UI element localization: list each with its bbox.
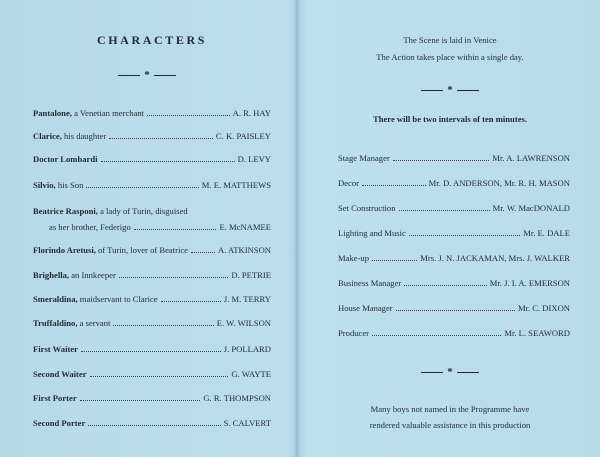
- cast-row: [33, 318, 271, 329]
- scene-timing: The Action takes place within a single day.: [376, 52, 524, 62]
- right-page: [300, 0, 600, 457]
- cast-role: Silvio,: [33, 180, 56, 190]
- crew-row: [338, 253, 570, 264]
- cast-role-desc: of Turin, lover of Beatrice: [95, 245, 189, 255]
- cast-role: Second Porter: [33, 418, 86, 428]
- crew-job: Lighting and Music: [338, 228, 406, 238]
- cast-role-desc: a servant: [77, 318, 111, 328]
- crew-row: [338, 228, 570, 239]
- cast-role: Clarice,: [33, 131, 62, 141]
- cast-row: [33, 131, 271, 142]
- cast-row: [33, 245, 271, 256]
- cast-role: First Waiter: [33, 344, 78, 354]
- cast-actor: D. PETRIE: [231, 270, 271, 280]
- cast-role-desc: his Son: [55, 180, 84, 190]
- ornament-divider: [0, 69, 294, 81]
- cast-role: First Porter: [33, 393, 77, 403]
- cast-row: [33, 418, 271, 429]
- cast-role: Truffaldino,: [33, 318, 78, 328]
- cast-role-desc: maidservant to Clarice: [77, 294, 158, 304]
- crew-row: [338, 328, 570, 339]
- star-ornament: *: [447, 366, 453, 378]
- cast-actor: J. POLLARD: [223, 344, 271, 354]
- cast-row: [33, 180, 271, 191]
- crew-name: Mrs. J. N. JACKAMAN, Mrs. J. WALKER: [420, 253, 570, 263]
- crew-row: [338, 278, 570, 289]
- cast-actor: S. CALVERT: [223, 418, 271, 428]
- cast-actor: G. WAYTE: [231, 369, 271, 379]
- cast-actor: M. E. MATTHEWS: [201, 180, 271, 190]
- acknowledgement-line-2: rendered valuable assistance in this production: [369, 420, 531, 430]
- cast-row: [33, 294, 271, 305]
- cast-actor: D. LEVY: [237, 154, 271, 164]
- cast-row: [33, 344, 271, 355]
- cast-role: Second Waiter: [33, 369, 87, 379]
- crew-row: [338, 303, 570, 314]
- cast-row: [33, 108, 271, 119]
- cast-role-desc: as her brother, Federigo: [49, 222, 131, 232]
- cast-role: Pantalone,: [33, 108, 72, 118]
- cast-role: Brighella,: [33, 270, 70, 280]
- crew-job: Decor: [338, 178, 359, 188]
- crew-name: Mr. W. MacDONALD: [492, 203, 570, 213]
- ornament-divider: [300, 366, 600, 378]
- crew-job: Stage Manager: [338, 153, 390, 163]
- cast-actor: A. ATKINSON: [218, 245, 271, 255]
- crew-name: Mr. A. LAWRENSON: [492, 153, 570, 163]
- scene-setting: The Scene is laid in Venice: [403, 35, 497, 45]
- acknowledgement-line-1: Many boys not named in the Programme have: [370, 404, 530, 414]
- cast-row: [33, 393, 271, 404]
- crew-job: Set Construction: [338, 203, 396, 213]
- cast-row: [33, 270, 271, 281]
- cast-actor: E. McNAMEE: [219, 222, 271, 232]
- cast-actor: E. W. WILSON: [216, 318, 271, 328]
- crew-name: Mr. C. DIXON: [517, 303, 570, 313]
- cast-role: Smeraldina,: [33, 294, 78, 304]
- crew-row: [338, 178, 570, 189]
- cast-role: Beatrice Rasponi,: [33, 206, 98, 216]
- intervals-notice: There will be two intervals of ten minutes.: [372, 114, 528, 124]
- crew-name: Mr. D. ANDERSON, Mr. R. H. MASON: [428, 178, 570, 188]
- crew-job: Make-up: [338, 253, 370, 263]
- star-ornament: *: [447, 84, 453, 96]
- cast-row: [33, 369, 271, 380]
- crew-name: Mr. J. I. A. EMERSON: [489, 278, 570, 288]
- crew-name: Mr. L. SEAWORD: [504, 328, 570, 338]
- cast-role: Doctor Lombardi: [33, 154, 98, 164]
- cast-actor: J. M. TERRY: [223, 294, 271, 304]
- crew-name: Mr. E. DALE: [523, 228, 570, 238]
- crew-row: [338, 203, 570, 214]
- cast-row: [33, 206, 271, 217]
- cast-role-desc: a Venetian merchant: [71, 108, 145, 118]
- cast-role-desc: an Innkeeper: [69, 270, 116, 280]
- cast-role-desc: his daughter: [61, 131, 107, 141]
- cast-role-desc: a lady of Turin, disguised: [97, 206, 188, 216]
- crew-job: Producer: [338, 328, 370, 338]
- cast-row: [33, 154, 271, 165]
- crew-job: Business Manager: [338, 278, 402, 288]
- star-ornament: *: [144, 69, 150, 81]
- characters-heading: CHARACTERS: [96, 33, 207, 47]
- ornament-divider: [300, 84, 600, 96]
- cast-row-continued: [33, 222, 271, 233]
- cast-actor: C. K. PAISLEY: [215, 131, 271, 141]
- left-page: [0, 0, 294, 457]
- cast-actor: G. R. THOMPSON: [203, 393, 271, 403]
- crew-job: House Manager: [338, 303, 393, 313]
- cast-actor: A. R. HAY: [232, 108, 271, 118]
- cast-role: Florindo Aretusi,: [33, 245, 96, 255]
- crew-row: [338, 153, 570, 164]
